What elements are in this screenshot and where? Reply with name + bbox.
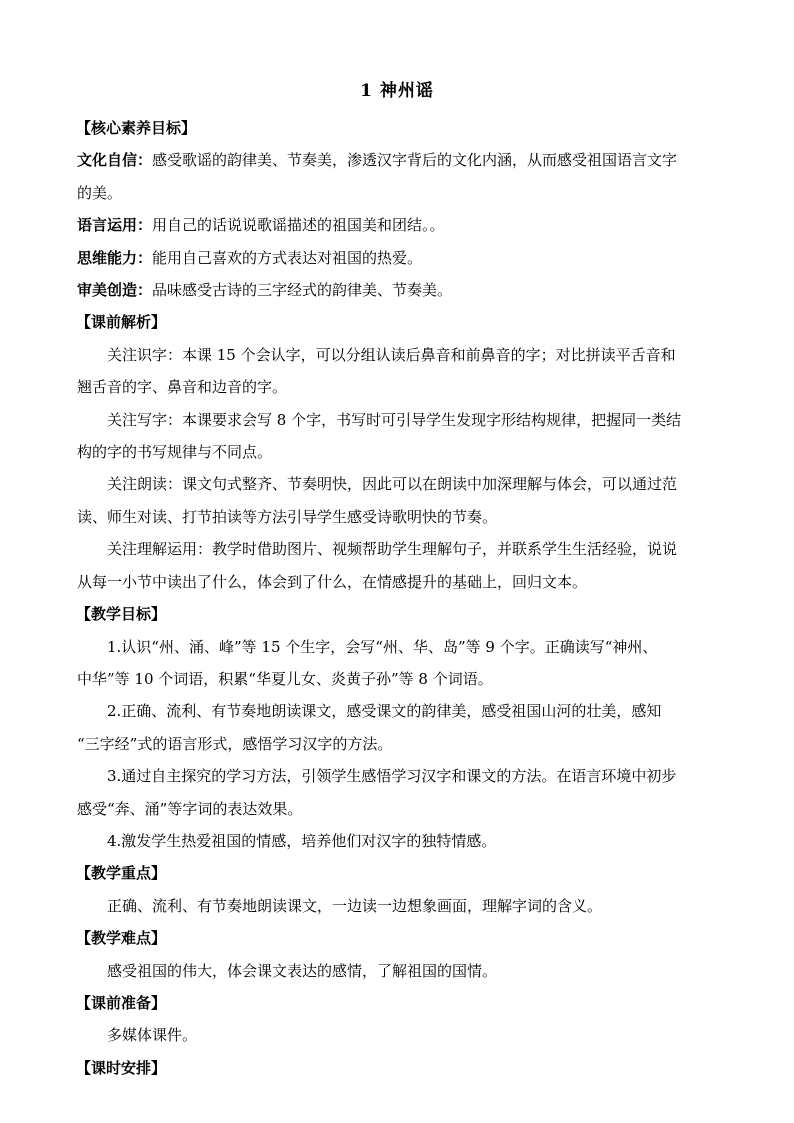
analysis-paragraph-reading-continued: 读、师生对读、打节拍读等方法引导学生感受诗歌明快的节奏。 <box>77 507 498 526</box>
preparation-text: 多媒体课件。 <box>107 1026 198 1045</box>
section-heading-difficulties: 【教学难点】 <box>76 929 167 948</box>
goal-text: 品味感受古诗的三字经式的韵律美、节奏美。 <box>152 281 453 300</box>
teaching-goal-3-continued: 感受“奔、涌”等字词的表达效果。 <box>77 799 303 818</box>
section-heading-teaching-goals: 【教学目标】 <box>76 605 167 624</box>
analysis-paragraph-literacy: 关注识字：本课 15 个会认字，可以分组认读后鼻音和前鼻音的字；对比拼读平舌音和 <box>107 345 676 364</box>
goal-label: 审美创造： <box>77 281 153 300</box>
teaching-goal-1-continued: 中华”等 10 个词语，积累“华夏儿女、炎黄子孙”等 8 个词语。 <box>77 669 493 688</box>
lesson-title: 1 神州谣 <box>360 81 434 101</box>
analysis-paragraph-understanding: 关注理解运用：教学时借助图片、视频帮助学生理解句子，并联系学生生活经验，说说 <box>107 540 678 559</box>
goal-item-culture <box>77 144 727 176</box>
section-heading-preparation: 【课前准备】 <box>76 993 167 1012</box>
section-heading-key-points: 【教学重点】 <box>76 864 167 883</box>
goal-text: 用自己的话说说歌谣描述的祖国美和团结。。 <box>152 216 445 235</box>
analysis-paragraph-reading: 关注朗读：课文句式整齐、节奏明快，因此可以在朗读中加深理解与体会，可以通过范 <box>107 475 678 494</box>
goal-item-language <box>77 209 727 241</box>
teaching-goal-3: 3.通过自主探究的学习方法，引领学生感悟学习汉字和课文的方法。在语言环境中初步 <box>107 767 677 786</box>
goal-text: 感受歌谣的韵律美、节奏美，渗透汉字背后的文化内涵，从而感受祖国语言文字 <box>152 151 678 170</box>
goal-text: 能用自己喜欢的方式表达对祖国的热爱。 <box>152 248 423 267</box>
analysis-paragraph-literacy-continued: 翘舌音的字、鼻音和边音的字。 <box>77 378 288 397</box>
analysis-paragraph-writing-continued: 构的字的书写规律与不同点。 <box>77 443 273 462</box>
goal-item-culture-continued: 的美。 <box>77 183 123 202</box>
difficulties-text: 感受祖国的伟大，体会课文表达的感情，了解祖国的国情。 <box>107 961 498 980</box>
section-heading-schedule: 【课时安排】 <box>76 1058 167 1077</box>
goal-label: 思维能力： <box>77 248 153 267</box>
section-heading-pre-analysis: 【课前解析】 <box>76 313 167 332</box>
teaching-goal-2-continued: “三字经”式的语言形式，感悟学习汉字的方法。 <box>77 734 393 753</box>
goal-label: 语言运用： <box>77 216 153 235</box>
teaching-goal-4: 4.激发学生热爱祖国的情感，培养他们对汉字的独特情感。 <box>107 831 497 850</box>
document-body <box>77 112 727 1084</box>
key-points-text: 正确、流利、有节奏地朗读课文，一边读一边想象画面，理解字词的含义。 <box>107 896 603 915</box>
goal-item-thinking <box>77 242 727 274</box>
teaching-goal-2: 2.正确、流利、有节奏地朗读课文，感受课文的韵律美，感受祖国山河的壮美，感知 <box>107 702 662 721</box>
goal-label: 文化自信： <box>77 151 153 170</box>
section-heading-core-goals: 【核心素养目标】 <box>76 119 197 137</box>
teaching-goal-1: 1.认识“州、涌、峰”等 15 个生字，会写“州、华、岛”等 9 个字。正确读写“神州、 <box>107 637 658 656</box>
goal-item-aesthetic <box>77 274 727 306</box>
analysis-paragraph-writing: 关注写字：本课要求会写 8 个字，书写时可引导学生发现字形结构规律，把握同一类结 <box>107 410 682 429</box>
analysis-paragraph-understanding-continued: 从每一小节中读出了什么，体会到了什么，在情感提升的基础上，回归文本。 <box>77 572 588 591</box>
